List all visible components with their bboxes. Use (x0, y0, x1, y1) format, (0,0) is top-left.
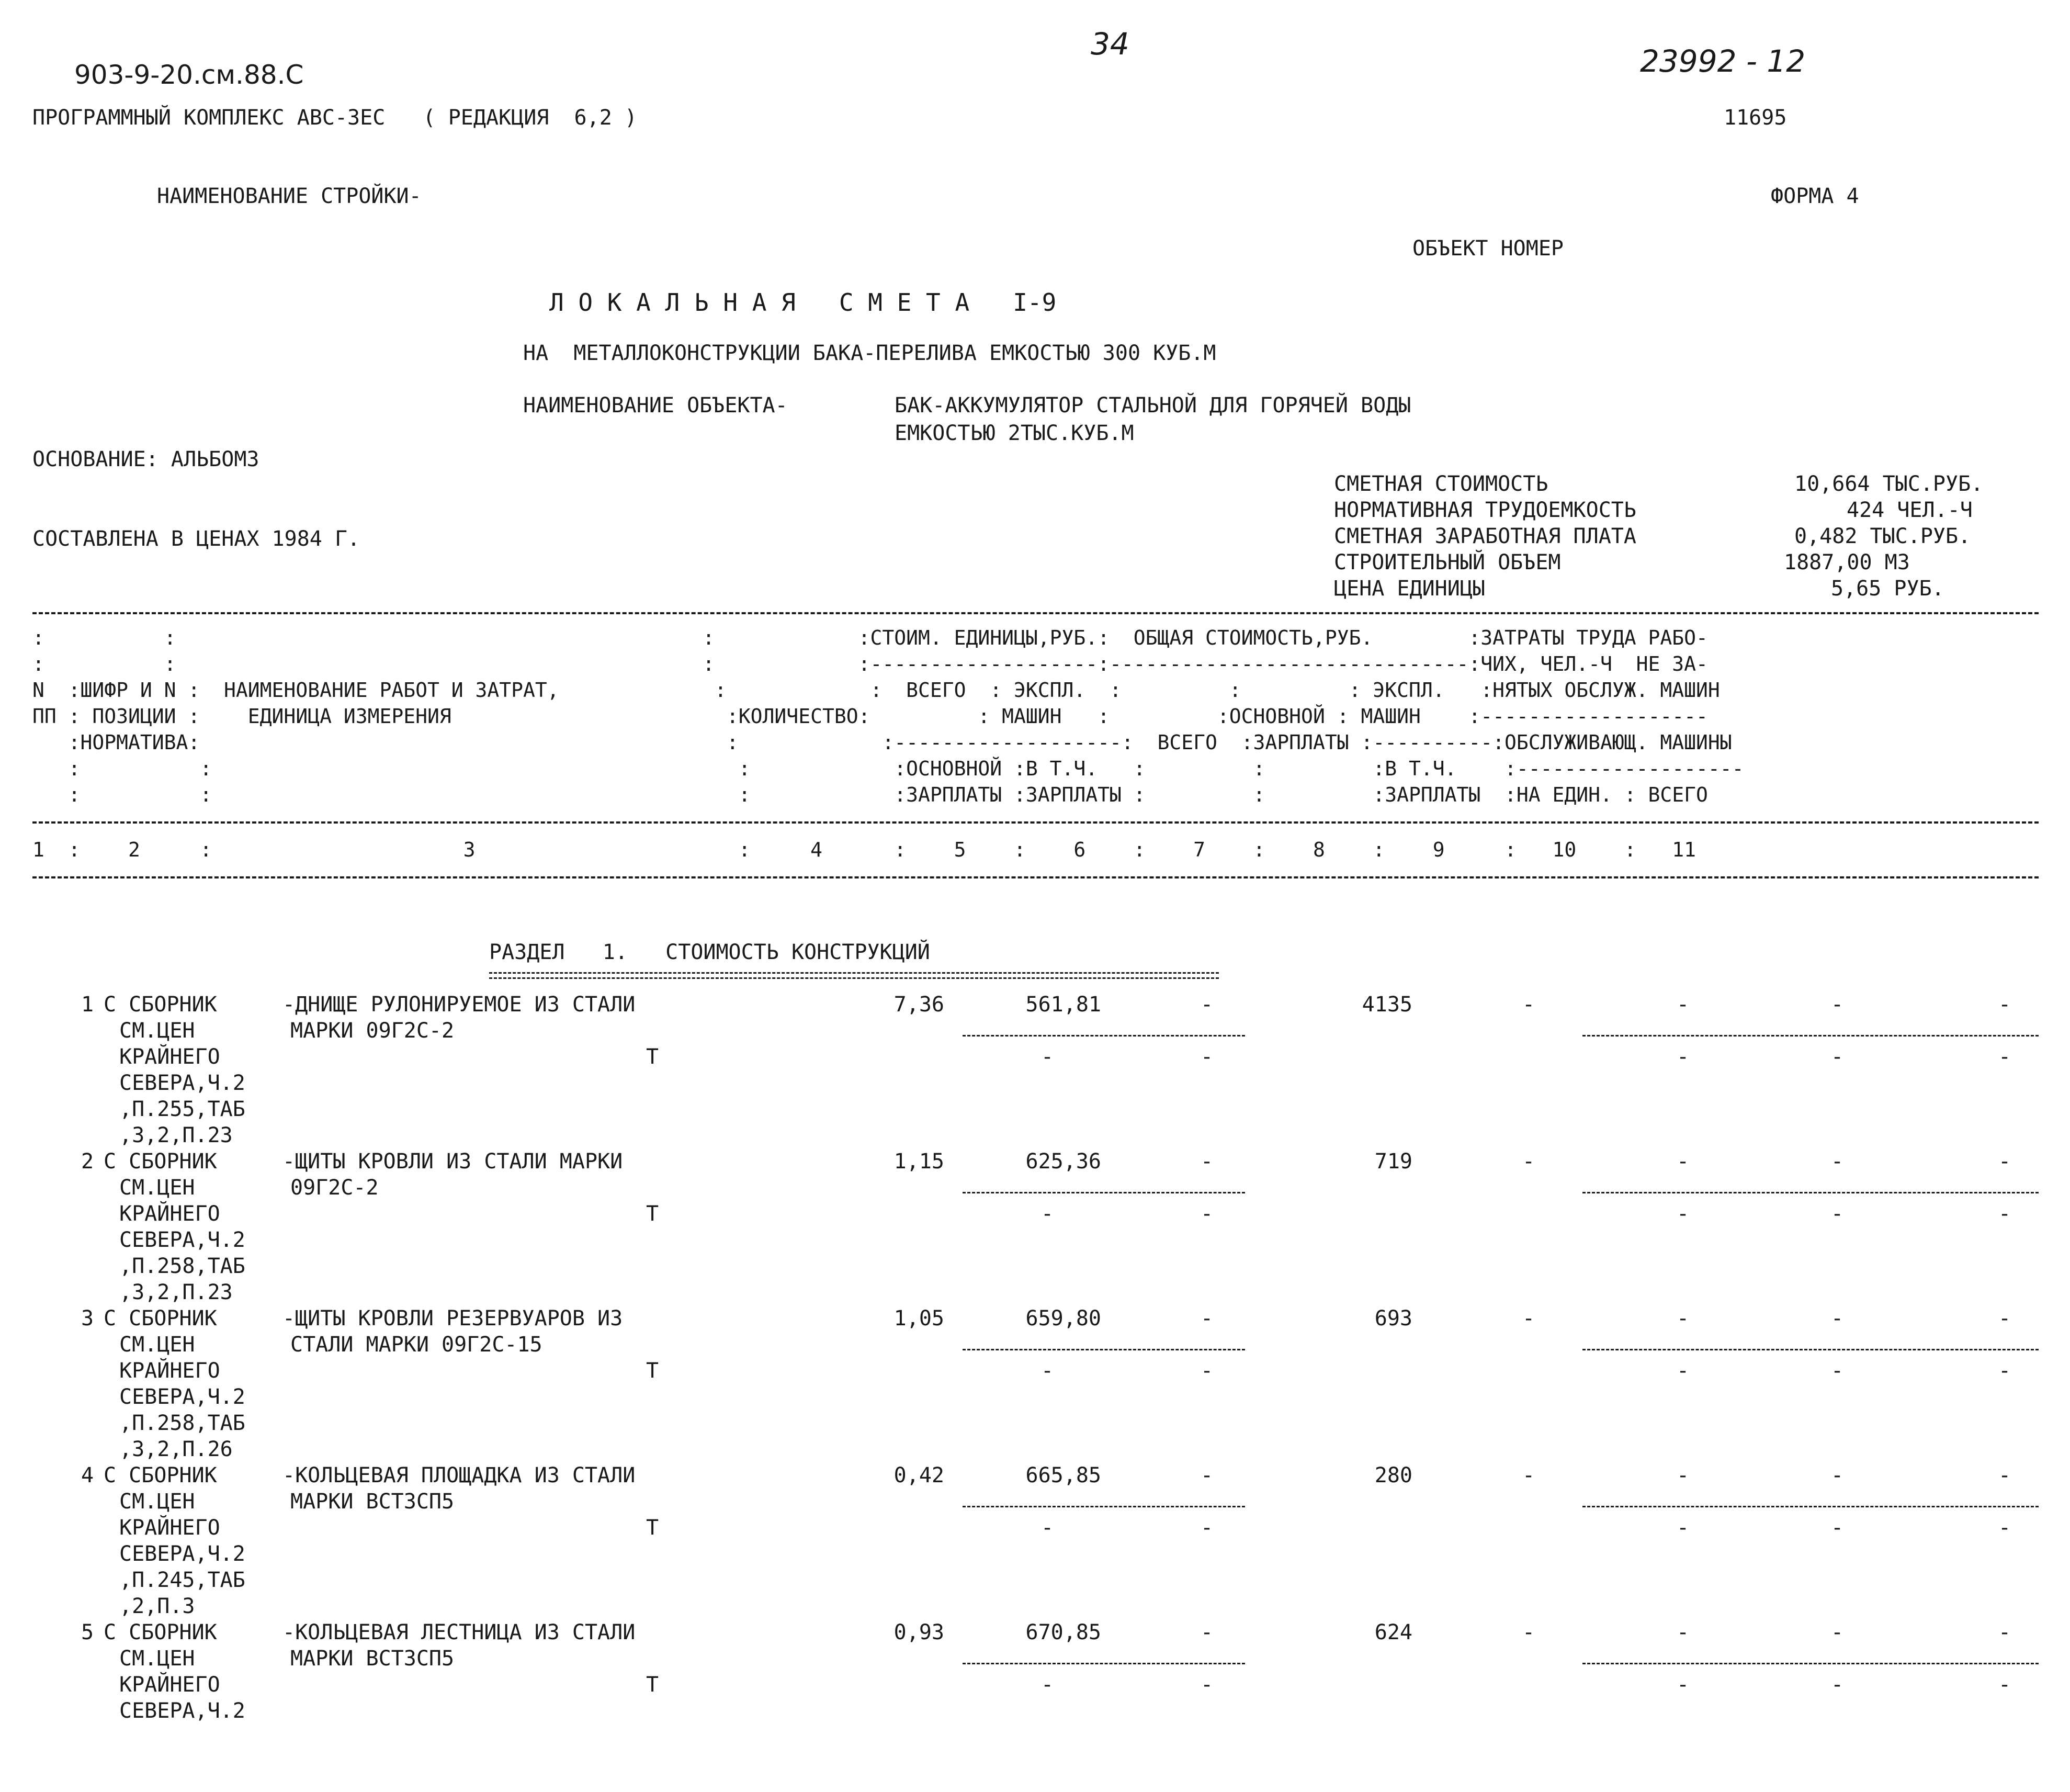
row-labor-total: - (1998, 1149, 2011, 1174)
row-machine-wage: - (1201, 1359, 1214, 1383)
row-name-line: 09Г2С-2 (290, 1176, 379, 1200)
document-code: 903-9-20.см.88.С (74, 60, 304, 90)
row-base-wage: - (1522, 993, 1535, 1017)
row-code-line: СЕВЕРА,Ч.2 (119, 1385, 245, 1409)
row-code-line: СМ.ЦЕН (119, 1647, 195, 1671)
row-service-total: - (1998, 1673, 2011, 1697)
row-machine-total: - (1677, 1149, 1690, 1174)
summary-cost-value: 10,664 ТЫС.РУБ. (1794, 472, 1984, 496)
row-code-line: С СБОРНИК (104, 1306, 217, 1331)
row-right-divider (1582, 1349, 2039, 1350)
row-name-line: МАРКИ 09Г2С-2 (290, 1019, 455, 1043)
row-cost-divider (963, 1506, 1245, 1507)
row-labor-unit: - (1831, 1306, 1844, 1331)
row-machine-total-wage: - (1677, 1045, 1690, 1069)
row-unit-wage: - (1041, 1359, 1054, 1383)
row-name-line: МАРКИ ВСТ3СП5 (290, 1490, 455, 1514)
program-line: ПРОГРАММНЫЙ КОМПЛЕКС АВС-3ЕС ( РЕДАКЦИЯ 6,2 ) (32, 106, 637, 130)
row-service-unit: - (1831, 1516, 1844, 1540)
document-title: Л О К А Л Ь Н А Я С М Е Т А I-9 (549, 288, 1057, 317)
row-code-line: ,3,2,П.26 (119, 1437, 233, 1461)
row-name-line: МАРКИ ВСТ3СП5 (290, 1647, 455, 1671)
program-number: 11695 (1724, 106, 1787, 130)
row-code-line: СМ.ЦЕН (119, 1019, 195, 1043)
row-code-line: ,П.245,ТАБ (119, 1568, 245, 1592)
page-number: 34 (1091, 26, 1129, 62)
row-machine-cost: - (1201, 993, 1214, 1017)
row-total: 719 (1374, 1149, 1412, 1174)
row-name-line: -КОЛЬЦЕВАЯ ПЛОЩАДКА ИЗ СТАЛИ (282, 1463, 636, 1487)
row-cost-divider (963, 1035, 1245, 1036)
row-code-line: СЕВЕРА,Ч.2 (119, 1699, 245, 1723)
section-title: РАЗДЕЛ 1. СТОИМОСТЬ КОНСТРУКЦИЙ (489, 940, 930, 964)
row-right-divider (1582, 1506, 2039, 1507)
row-service-total: - (1998, 1045, 2011, 1069)
row-code-line: СЕВЕРА,Ч.2 (119, 1228, 245, 1252)
row-name-line: СТАЛИ МАРКИ 09Г2С-15 (290, 1333, 542, 1357)
row-number: 2 (81, 1149, 94, 1174)
row-right-divider (1582, 1663, 2039, 1664)
summary-wage-label: СМЕТНАЯ ЗАРАБОТНАЯ ПЛАТА (1334, 524, 1636, 548)
row-number: 4 (81, 1463, 94, 1487)
row-right-divider (1582, 1192, 2039, 1193)
row-code-line: КРАЙНЕГО (119, 1673, 220, 1697)
row-labor-unit: - (1831, 1620, 1844, 1644)
header-bottom-rule (32, 821, 2039, 824)
row-code-line: КРАЙНЕГО (119, 1202, 220, 1226)
summary-unit-price-label: ЦЕНА ЕДИНИЦЫ (1334, 577, 1485, 601)
row-machine-cost: - (1201, 1306, 1214, 1331)
document-subtitle: НА МЕТАЛЛОКОНСТРУКЦИИ БАКА-ПЕРЕЛИВА ЕМКОСТЬЮ 300 КУБ.М (523, 341, 1216, 365)
basis-line: ОСНОВАНИЕ: АЛЬБОМ3 (32, 447, 259, 471)
row-machine-total-wage: - (1677, 1516, 1690, 1540)
row-code-line: С СБОРНИК (104, 1463, 217, 1487)
row-machine-cost: - (1201, 1463, 1214, 1487)
object-name-line2: ЕМКОСТЬЮ 2ТЫС.КУБ.М (895, 421, 1134, 445)
row-unit-wage: - (1041, 1045, 1054, 1069)
row-number: 3 (81, 1306, 94, 1331)
row-cost-divider (963, 1192, 1245, 1193)
row-unit-wage: - (1041, 1516, 1054, 1540)
row-number: 1 (81, 993, 94, 1017)
row-quantity: 1,15 (893, 1149, 944, 1174)
header-line-1: : : : :СТОИМ. ЕДИНИЦЫ,РУБ.: ОБЩАЯ СТОИМОСТЬ,РУБ. :ЗАТРАТЫ ТРУДА РАБО- (32, 626, 1708, 649)
row-cost-divider (963, 1663, 1245, 1664)
row-service-unit: - (1831, 1202, 1844, 1226)
row-unit-cost: 625,36 (1025, 1149, 1101, 1174)
row-unit-wage: - (1041, 1202, 1054, 1226)
row-unit-cost: 659,80 (1025, 1306, 1101, 1331)
section-underline-1 (489, 972, 1219, 974)
handwritten-reference: 23992 - 12 (1640, 43, 1806, 79)
row-machine-total: - (1677, 993, 1690, 1017)
summary-wage-value: 0,482 ТЫС.РУБ. (1794, 524, 1971, 548)
row-base-wage: - (1522, 1620, 1535, 1644)
row-unit-cost: 665,85 (1025, 1463, 1101, 1487)
row-quantity: 1,05 (893, 1306, 944, 1331)
row-total: 280 (1374, 1463, 1412, 1487)
row-code-line: С СБОРНИК (104, 1149, 217, 1174)
row-machine-wage: - (1201, 1045, 1214, 1069)
header-line-4: ПП : ПОЗИЦИИ : ЕДИНИЦА ИЗМЕРЕНИЯ :КОЛИЧЕСТВО: : МАШИН : :ОСНОВНОЙ : МАШИН :------------------- (32, 705, 1708, 728)
row-unit: Т (646, 1202, 659, 1226)
row-base-wage: - (1522, 1463, 1535, 1487)
row-code-line: КРАЙНЕГО (119, 1516, 220, 1540)
row-machine-total-wage: - (1677, 1359, 1690, 1383)
form-label: ФОРМА 4 (1771, 184, 1859, 208)
summary-volume-value: 1887,00 М3 (1784, 550, 1910, 574)
row-code-line: ,3,2,П.23 (119, 1280, 233, 1304)
object-name-line1: БАК-АККУМУЛЯТОР СТАЛЬНОЙ ДЛЯ ГОРЯЧЕЙ ВОДЫ (895, 393, 1411, 418)
row-code-line: КРАЙНЕГО (119, 1359, 220, 1383)
summary-labor-label: НОРМАТИВНАЯ ТРУДОЕМКОСТЬ (1334, 498, 1636, 522)
row-unit: Т (646, 1359, 659, 1383)
row-code-line: С СБОРНИК (104, 993, 217, 1017)
row-unit: Т (646, 1673, 659, 1697)
row-total: 693 (1374, 1306, 1412, 1331)
row-unit-wage: - (1041, 1673, 1054, 1697)
row-labor-unit: - (1831, 1463, 1844, 1487)
row-code-line: КРАЙНЕГО (119, 1045, 220, 1069)
row-service-unit: - (1831, 1045, 1844, 1069)
row-service-total: - (1998, 1359, 2011, 1383)
object-number-label: ОБЪЕКТ НОМЕР (1412, 236, 1564, 261)
construction-name-label: НАИМЕНОВАНИЕ СТРОЙКИ- (157, 184, 422, 208)
row-service-unit: - (1831, 1673, 1844, 1697)
row-cost-divider (963, 1349, 1245, 1350)
row-labor-total: - (1998, 993, 2011, 1017)
row-code-line: СМ.ЦЕН (119, 1490, 195, 1514)
prices-year-line: СОСТАВЛЕНА В ЦЕНАХ 1984 Г. (32, 527, 360, 551)
header-line-7: : : : :ЗАРПЛАТЫ :ЗАРПЛАТЫ : : :ЗАРПЛАТЫ :НА ЕДИН. : ВСЕГО (32, 783, 1708, 806)
row-total: 624 (1374, 1620, 1412, 1644)
summary-unit-price-value: 5,65 РУБ. (1831, 577, 1944, 601)
row-machine-wage: - (1201, 1202, 1214, 1226)
row-unit: Т (646, 1516, 659, 1540)
summary-volume-label: СТРОИТЕЛЬНЫЙ ОБЪЕМ (1334, 550, 1561, 574)
row-total: 4135 (1362, 993, 1412, 1017)
object-name-label: НАИМЕНОВАНИЕ ОБЪЕКТА- (523, 393, 788, 418)
row-machine-wage: - (1201, 1516, 1214, 1540)
row-code-line: ,2,П.3 (119, 1594, 195, 1618)
row-unit-cost: 561,81 (1025, 993, 1101, 1017)
header-line-2: : : : :-------------------:------------------------------:ЧИХ, ЧЕЛ.-Ч НЕ ЗА- (32, 652, 1708, 675)
table-top-rule (32, 612, 2039, 614)
row-labor-unit: - (1831, 1149, 1844, 1174)
row-service-total: - (1998, 1202, 2011, 1226)
row-machine-total: - (1677, 1620, 1690, 1644)
row-machine-cost: - (1201, 1620, 1214, 1644)
header-line-3: N :ШИФР И N : НАИМЕНОВАНИЕ РАБОТ И ЗАТРАТ, : : ВСЕГО : ЭКСПЛ. : : : ЭКСПЛ. :НЯТЫХ ОБСЛУЖ. МАШИН (32, 679, 1720, 702)
row-code-line: СМ.ЦЕН (119, 1333, 195, 1357)
row-quantity: 0,42 (893, 1463, 944, 1487)
row-quantity: 0,93 (893, 1620, 944, 1644)
row-service-total: - (1998, 1516, 2011, 1540)
row-labor-unit: - (1831, 993, 1844, 1017)
column-numbers-rule (32, 876, 2039, 878)
row-machine-cost: - (1201, 1149, 1214, 1174)
section-underline-2 (489, 977, 1219, 979)
row-code-line: ,П.255,ТАБ (119, 1097, 245, 1121)
row-base-wage: - (1522, 1149, 1535, 1174)
row-base-wage: - (1522, 1306, 1535, 1331)
summary-cost-label: СМЕТНАЯ СТОИМОСТЬ (1334, 472, 1548, 496)
row-labor-total: - (1998, 1620, 2011, 1644)
row-code-line: ,П.258,ТАБ (119, 1254, 245, 1278)
summary-labor-value: 424 ЧЕЛ.-Ч (1847, 498, 1973, 522)
row-code-line: ,П.258,ТАБ (119, 1411, 245, 1435)
row-machine-total: - (1677, 1306, 1690, 1331)
row-labor-total: - (1998, 1463, 2011, 1487)
row-name-line: -ЩИТЫ КРОВЛИ РЕЗЕРВУАРОВ ИЗ (282, 1306, 623, 1331)
row-number: 5 (81, 1620, 94, 1644)
row-name-line: -ЩИТЫ КРОВЛИ ИЗ СТАЛИ МАРКИ (282, 1149, 623, 1174)
row-code-line: С СБОРНИК (104, 1620, 217, 1644)
header-line-6: : : : :ОСНОВНОЙ :В Т.Ч. : : :В Т.Ч. :------------------- (32, 757, 1744, 780)
row-code-line: СМ.ЦЕН (119, 1176, 195, 1200)
row-name-line: -КОЛЬЦЕВАЯ ЛЕСТНИЦА ИЗ СТАЛИ (282, 1620, 636, 1644)
column-numbers: 1 : 2 : 3 : 4 : 5 : 6 : 7 : 8 : 9 : 10 : 11 (32, 838, 1696, 861)
row-unit: Т (646, 1045, 659, 1069)
row-labor-total: - (1998, 1306, 2011, 1331)
row-code-line: СЕВЕРА,Ч.2 (119, 1542, 245, 1566)
row-machine-wage: - (1201, 1673, 1214, 1697)
row-machine-total: - (1677, 1463, 1690, 1487)
row-unit-cost: 670,85 (1025, 1620, 1101, 1644)
row-code-line: ,3,2,П.23 (119, 1123, 233, 1147)
row-right-divider (1582, 1035, 2039, 1036)
row-service-unit: - (1831, 1359, 1844, 1383)
row-name-line: -ДНИЩЕ РУЛОНИРУЕМОЕ ИЗ СТАЛИ (282, 993, 636, 1017)
row-machine-total-wage: - (1677, 1202, 1690, 1226)
header-line-5: :НОРМАТИВА: : :-------------------: ВСЕГО :ЗАРПЛАТЫ :----------:ОБСЛУЖИВАЮЩ. МАШИНЫ (32, 731, 1732, 754)
row-quantity: 7,36 (893, 993, 944, 1017)
row-code-line: СЕВЕРА,Ч.2 (119, 1071, 245, 1095)
row-machine-total-wage: - (1677, 1673, 1690, 1697)
